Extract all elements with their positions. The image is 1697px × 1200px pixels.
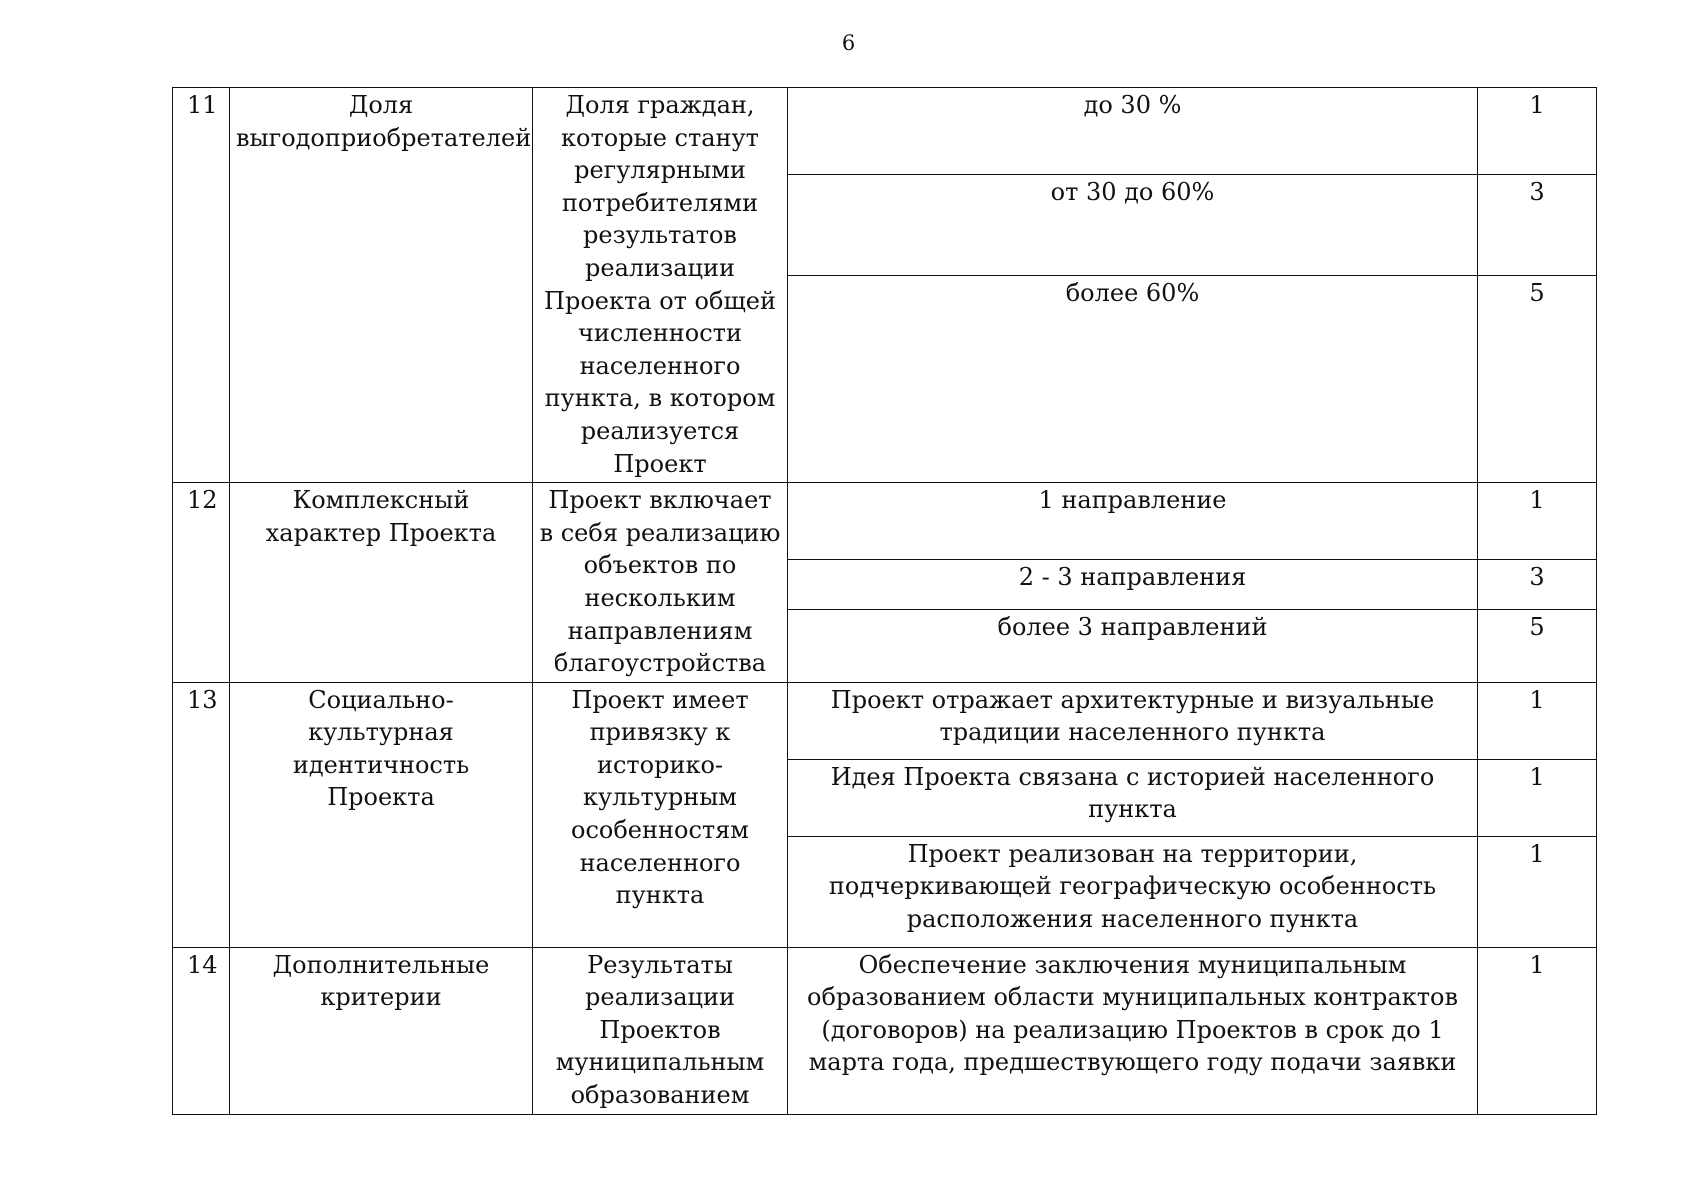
criterion-name: Социально-культурная идентичность Проекта — [230, 682, 533, 947]
criterion-description: Проект имеет привязку к историко-культурным особенностям населенного пункта — [533, 682, 788, 947]
table-row — [173, 682, 1597, 759]
option-score: 1 — [1478, 836, 1597, 947]
criterion-description: Результаты реализации Проектов муниципальным образованием — [533, 947, 788, 1114]
page-number: 6 — [841, 31, 856, 55]
option-condition: 1 направление — [788, 483, 1478, 560]
option-score: 1 — [1478, 759, 1597, 836]
option-score: 5 — [1478, 610, 1597, 683]
option-condition: Идея Проекта связана с историей населенного пункта — [788, 759, 1478, 836]
option-score: 1 — [1478, 483, 1597, 560]
option-condition: более 3 направлений — [788, 610, 1478, 683]
option-condition: более 60% — [788, 276, 1478, 483]
option-condition: Обеспечение заключения муниципальным образованием области муниципальных контрактов (договоров) на реализацию Проектов в срок до 1 марта года, предшествующего году подачи заявки — [788, 947, 1478, 1114]
criterion-name: Дополнительные критерии — [230, 947, 533, 1114]
option-condition: 2 - 3 направления — [788, 559, 1478, 609]
option-condition: до 30 % — [788, 88, 1478, 175]
table-row — [173, 947, 1597, 1114]
table-row — [173, 483, 1597, 560]
criterion-description: Проект включает в себя реализацию объектов по нескольким направлениям благоустройства — [533, 483, 788, 683]
option-score: 3 — [1478, 559, 1597, 609]
option-score: 1 — [1478, 947, 1597, 1114]
option-score: 5 — [1478, 276, 1597, 483]
option-score: 3 — [1478, 175, 1597, 276]
criterion-number: 11 — [173, 88, 230, 483]
criterion-description: Доля граждан, которые станут регулярными потребителями результатов реализации Проекта от общей численности населенного пункта, в котором реализуется Проект — [533, 88, 788, 483]
criterion-number: 12 — [173, 483, 230, 683]
option-score: 1 — [1478, 682, 1597, 759]
table-row — [173, 88, 1597, 175]
option-condition: Проект отражает архитектурные и визуальные традиции населенного пункта — [788, 682, 1478, 759]
criteria-table — [172, 87, 1597, 1115]
criterion-number: 14 — [173, 947, 230, 1114]
criterion-name: Доля выгодоприобретателей — [230, 88, 533, 483]
criterion-number: 13 — [173, 682, 230, 947]
option-condition: от 30 до 60% — [788, 175, 1478, 276]
option-score: 1 — [1478, 88, 1597, 175]
option-condition: Проект реализован на территории, подчеркивающей географическую особенность расположения населенного пункта — [788, 836, 1478, 947]
criterion-name: Комплексный характер Проекта — [230, 483, 533, 683]
